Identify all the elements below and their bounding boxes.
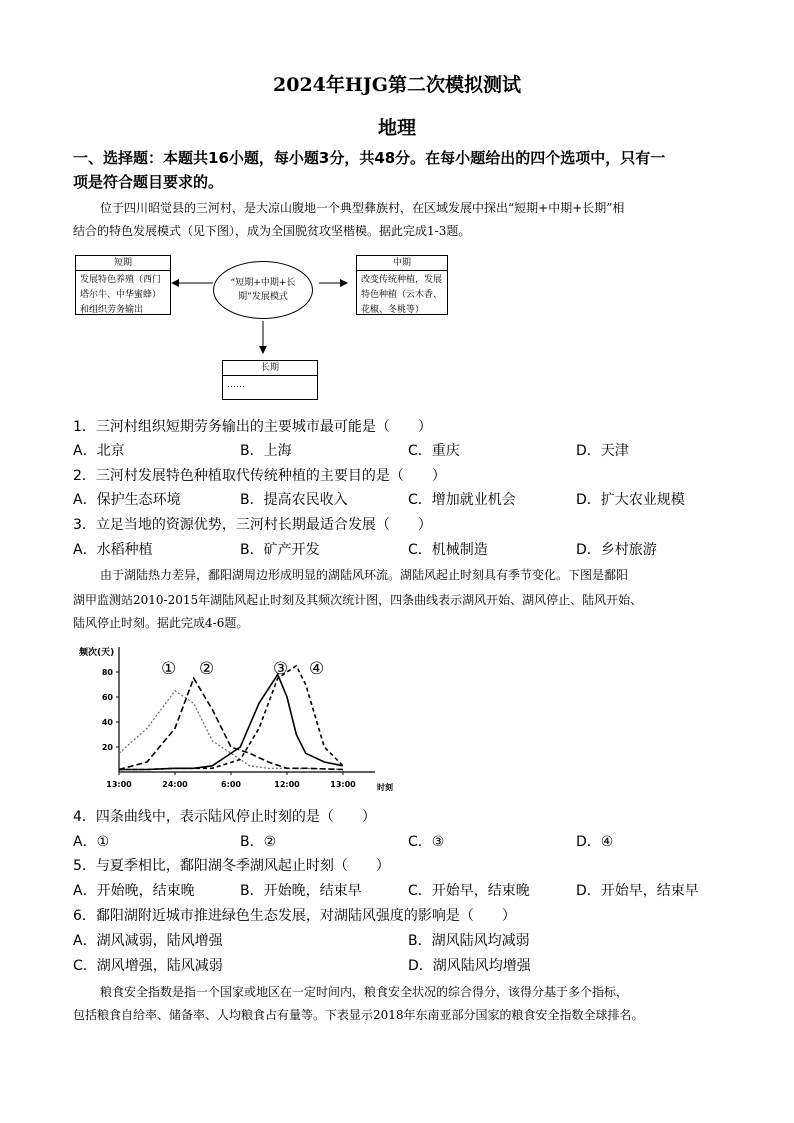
q2-stem: 2．三河村发展特色种植取代传统种植的主要目的是（ ） [73, 468, 446, 484]
passage1-line1: 位于四川昭觉县的三河村，是大凉山腹地一个典型彝族村，在区域发展中探出“短期+中期+长期”相 [100, 201, 625, 215]
long-term-text: …… [227, 380, 245, 390]
series-label-3: ③ [273, 659, 289, 679]
q1-option-d[interactable]: D．天津 [576, 443, 629, 459]
x-tick-label: 12:00 [274, 780, 300, 789]
q1-option-c[interactable]: C．重庆 [408, 443, 460, 459]
lake-land-breeze-chart [75, 642, 410, 792]
q2-option-a[interactable]: A．保护生态环境 [73, 492, 181, 508]
q1-option-a[interactable]: A．北京 [73, 443, 125, 459]
q4-option-a[interactable]: A．① [73, 834, 110, 850]
q6-option-b[interactable]: B．湖风陆风均减弱 [408, 933, 530, 949]
passage2-line2: 湖甲监测站2010-2015年湖陆风起止时刻及其频次统计图，四条曲线表示湖风开始、湖风停止、陆风开始、 [73, 593, 643, 607]
q3-stem: 3．立足当地的资源优势，三河村长期最适合发展（ ） [73, 517, 432, 533]
short-term-title: 短期 [76, 256, 170, 271]
passage2-line3: 陆风停止时刻。据此完成4-6题。 [73, 616, 249, 630]
section-instruction-line1: 一、选择题：本题共16小题，每小题3分，共48分。在每小题给出的四个选项中，只有一 [73, 149, 666, 167]
q4-option-d[interactable]: D．④ [576, 834, 614, 850]
q3-option-b[interactable]: B．矿产开发 [240, 542, 320, 558]
q5-stem: 5．与夏季相比，鄱阳湖冬季湖风起止时刻（ ） [73, 858, 390, 874]
passage3-line1: 粮食安全指数是指一个国家或地区在一定时间内，粮食安全状况的综合得分，该得分基于多个指标， [100, 985, 629, 999]
q2-option-b[interactable]: B．提高农民收入 [240, 492, 348, 508]
q5-option-c[interactable]: C．开始早，结束晚 [408, 883, 530, 899]
mid-term-text: 改变传统种植，发展特色种植（云木香、花椒、冬桃等） [361, 275, 443, 315]
x-tick-label: 13:00 [106, 780, 132, 789]
series-label-1: ① [161, 659, 177, 679]
q5-option-b[interactable]: B．开始晚，结束早 [240, 883, 362, 899]
q2-option-d[interactable]: D．扩大农业规模 [576, 492, 685, 508]
x-axis-label: 时刻 [377, 783, 393, 792]
q6-option-a[interactable]: A．湖风减弱，陆风增强 [73, 933, 223, 949]
y-tick-label: 80 [101, 668, 113, 677]
q4-stem: 4．四条曲线中，表示陆风停止时刻的是（ ） [73, 809, 376, 825]
x-tick-label: 6:00 [221, 780, 241, 789]
mid-term-box [356, 255, 448, 315]
passage2-line1: 由于湖陆热力差异，鄱阳湖周边形成明显的湖陆风环流。湖陆风起止时刻具有季节变化。下图是鄱阳 [100, 568, 629, 582]
passage3-line2: 包括粮食自给率、储备率、人均粮食占有量等。下表显示2018年东南亚部分国家的粮食安全指数全球排名。 [73, 1008, 644, 1022]
x-tick-label: 24:00 [162, 780, 188, 789]
q6-option-c[interactable]: C．湖风增强，陆风减弱 [73, 958, 223, 974]
short-term-text: 发展特色养殖（西门塔尔牛、中华蜜蜂）和组织劳务输出 [80, 275, 162, 315]
section-instruction-line2: 项是符合题目要求的。 [73, 173, 224, 191]
long-term-title: 长期 [223, 361, 317, 376]
center-model-ellipse: “短期+中期+长期”发展模式 [213, 261, 313, 319]
subject-title: 地理 [377, 117, 416, 139]
y-axis-label: 频次(天) [79, 648, 115, 658]
q5-option-d[interactable]: D．开始早，结束早 [576, 883, 699, 899]
q4-option-c[interactable]: C．③ [408, 834, 445, 850]
q4-option-b[interactable]: B．② [240, 834, 277, 850]
series-label-4: ④ [309, 659, 325, 679]
y-tick-label: 20 [101, 743, 113, 752]
q5-option-a[interactable]: A．开始晚，结束晚 [73, 883, 195, 899]
long-term-box [222, 360, 318, 400]
short-term-box [75, 255, 171, 315]
q6-stem: 6．鄱阳湖附近城市推进绿色生态发展，对湖陆风强度的影响是（ ） [73, 908, 516, 924]
q3-option-a[interactable]: A．水稻种植 [73, 542, 153, 558]
series-label-2: ② [199, 659, 215, 679]
exam-title: 2024年HJG第二次模拟测试 [272, 74, 522, 96]
y-tick-label: 60 [101, 693, 113, 702]
x-tick-label: 13:00 [330, 780, 356, 789]
q6-option-d[interactable]: D．湖风陆风均增强 [408, 958, 531, 974]
passage1-line2: 结合的特色发展模式（见下图），成为全国脱贫攻坚楷模。据此完成1-3题。 [73, 224, 471, 238]
q1-option-b[interactable]: B．上海 [240, 443, 292, 459]
mid-term-title: 中期 [357, 256, 447, 271]
q2-option-c[interactable]: C．增加就业机会 [408, 492, 516, 508]
y-tick-label: 40 [101, 718, 113, 727]
series-line-1 [119, 691, 343, 770]
q1-stem: 1．三河村组织短期劳务输出的主要城市最可能是（ ） [73, 419, 432, 435]
q3-option-d[interactable]: D．乡村旅游 [576, 542, 657, 558]
q3-option-c[interactable]: C．机械制造 [408, 542, 488, 558]
